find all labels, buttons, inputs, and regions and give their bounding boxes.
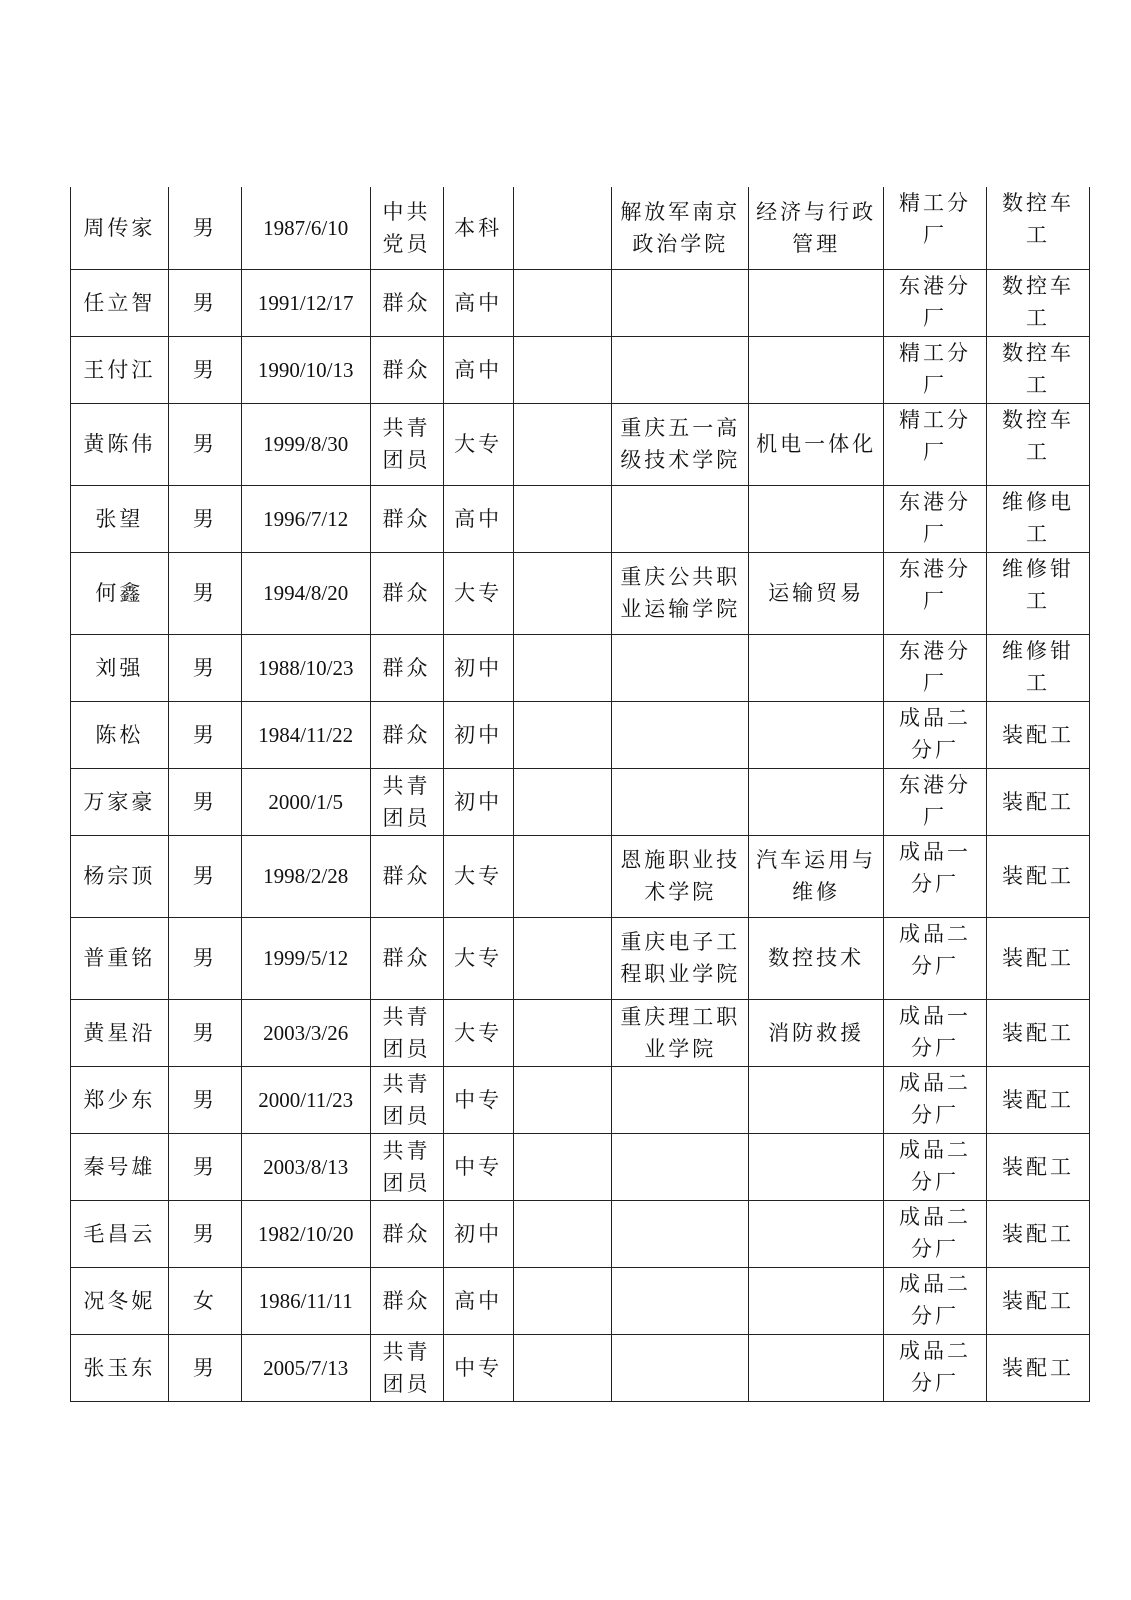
cell-political-status: 群众 <box>370 269 443 336</box>
cell-major <box>749 1334 884 1401</box>
cell-birth-date: 1996/7/12 <box>241 485 370 552</box>
cell-school <box>612 336 749 403</box>
cell-name: 任立智 <box>71 269 169 336</box>
cell-school: 重庆电子工程职业学院 <box>612 917 749 999</box>
cell-major <box>749 1066 884 1133</box>
cell-job: 数控车工 <box>987 403 1090 485</box>
table-row <box>71 1334 1090 1401</box>
cell-major: 运输贸易 <box>749 552 884 634</box>
cell-blank <box>513 187 612 269</box>
cell-gender: 男 <box>168 403 241 485</box>
cell-job: 装配工 <box>987 701 1090 768</box>
cell-school <box>612 634 749 701</box>
cell-school: 重庆公共职业运输学院 <box>612 552 749 634</box>
cell-job: 维修电工 <box>987 485 1090 552</box>
cell-job: 数控车工 <box>987 269 1090 336</box>
cell-gender: 男 <box>168 187 241 269</box>
cell-political-status: 群众 <box>370 835 443 917</box>
cell-branch: 成品二分厂 <box>884 1267 987 1334</box>
cell-branch: 成品二分厂 <box>884 917 987 999</box>
cell-school: 重庆五一高级技术学院 <box>612 403 749 485</box>
cell-education: 大专 <box>443 917 513 999</box>
table-row <box>71 1133 1090 1200</box>
cell-job: 维修钳工 <box>987 634 1090 701</box>
cell-job: 维修钳工 <box>987 552 1090 634</box>
table-row <box>71 768 1090 835</box>
cell-birth-date: 1991/12/17 <box>241 269 370 336</box>
cell-blank <box>513 701 612 768</box>
cell-political-status: 共青团员 <box>370 403 443 485</box>
cell-branch: 东港分厂 <box>884 269 987 336</box>
cell-gender: 男 <box>168 1133 241 1200</box>
employee-roster-table <box>70 187 1090 1402</box>
cell-blank <box>513 634 612 701</box>
cell-blank <box>513 1066 612 1133</box>
table-row <box>71 634 1090 701</box>
cell-school <box>612 1200 749 1267</box>
cell-birth-date: 1990/10/13 <box>241 336 370 403</box>
cell-education: 初中 <box>443 1200 513 1267</box>
cell-birth-date: 2000/1/5 <box>241 768 370 835</box>
table-row <box>71 269 1090 336</box>
cell-education: 本科 <box>443 187 513 269</box>
cell-education: 中专 <box>443 1133 513 1200</box>
cell-branch: 成品二分厂 <box>884 1334 987 1401</box>
cell-political-status: 群众 <box>370 336 443 403</box>
cell-gender: 男 <box>168 634 241 701</box>
table-row <box>71 1200 1090 1267</box>
cell-political-status: 群众 <box>370 917 443 999</box>
cell-gender: 男 <box>168 701 241 768</box>
cell-political-status: 群众 <box>370 485 443 552</box>
cell-political-status: 共青团员 <box>370 1334 443 1401</box>
cell-education: 中专 <box>443 1334 513 1401</box>
cell-major <box>749 701 884 768</box>
cell-branch: 成品二分厂 <box>884 1133 987 1200</box>
cell-education: 大专 <box>443 552 513 634</box>
cell-birth-date: 1999/8/30 <box>241 403 370 485</box>
cell-gender: 男 <box>168 485 241 552</box>
cell-gender: 男 <box>168 269 241 336</box>
cell-school <box>612 1133 749 1200</box>
cell-school <box>612 701 749 768</box>
cell-school: 恩施职业技术学院 <box>612 835 749 917</box>
table-row <box>71 917 1090 999</box>
cell-birth-date: 2003/8/13 <box>241 1133 370 1200</box>
cell-branch: 成品二分厂 <box>884 701 987 768</box>
cell-political-status: 共青团员 <box>370 1066 443 1133</box>
cell-major: 汽车运用与维修 <box>749 835 884 917</box>
cell-branch: 成品二分厂 <box>884 1066 987 1133</box>
cell-education: 大专 <box>443 835 513 917</box>
cell-name: 毛昌云 <box>71 1200 169 1267</box>
table-row <box>71 403 1090 485</box>
cell-blank <box>513 917 612 999</box>
cell-blank <box>513 1200 612 1267</box>
cell-name: 周传家 <box>71 187 169 269</box>
cell-branch: 东港分厂 <box>884 768 987 835</box>
cell-school <box>612 768 749 835</box>
cell-birth-date: 1998/2/28 <box>241 835 370 917</box>
cell-job: 装配工 <box>987 1267 1090 1334</box>
cell-birth-date: 1984/11/22 <box>241 701 370 768</box>
cell-name: 王付江 <box>71 336 169 403</box>
cell-gender: 男 <box>168 917 241 999</box>
cell-major <box>749 634 884 701</box>
cell-job: 装配工 <box>987 1133 1090 1200</box>
cell-major: 数控技术 <box>749 917 884 999</box>
cell-job: 装配工 <box>987 1200 1090 1267</box>
roster-body <box>71 187 1090 1401</box>
table-row <box>71 1066 1090 1133</box>
cell-major: 经济与行政管理 <box>749 187 884 269</box>
cell-birth-date: 1982/10/20 <box>241 1200 370 1267</box>
cell-major <box>749 1133 884 1200</box>
cell-branch: 精工分厂 <box>884 403 987 485</box>
table-row <box>71 1267 1090 1334</box>
cell-blank <box>513 835 612 917</box>
table-row <box>71 835 1090 917</box>
cell-branch: 东港分厂 <box>884 485 987 552</box>
cell-name: 何鑫 <box>71 552 169 634</box>
cell-education: 中专 <box>443 1066 513 1133</box>
cell-birth-date: 1994/8/20 <box>241 552 370 634</box>
cell-name: 陈松 <box>71 701 169 768</box>
cell-school: 重庆理工职业学院 <box>612 999 749 1066</box>
cell-education: 高中 <box>443 269 513 336</box>
cell-branch: 精工分厂 <box>884 336 987 403</box>
cell-blank <box>513 1133 612 1200</box>
cell-name: 杨宗顶 <box>71 835 169 917</box>
cell-job: 装配工 <box>987 835 1090 917</box>
cell-major <box>749 768 884 835</box>
cell-political-status: 共青团员 <box>370 1133 443 1200</box>
table-row <box>71 336 1090 403</box>
cell-blank <box>513 485 612 552</box>
cell-gender: 男 <box>168 999 241 1066</box>
cell-gender: 男 <box>168 1066 241 1133</box>
cell-job: 数控车工 <box>987 187 1090 269</box>
cell-job: 装配工 <box>987 999 1090 1066</box>
cell-political-status: 群众 <box>370 552 443 634</box>
cell-political-status: 群众 <box>370 701 443 768</box>
cell-name: 刘强 <box>71 634 169 701</box>
cell-blank <box>513 552 612 634</box>
cell-school <box>612 1066 749 1133</box>
cell-major <box>749 485 884 552</box>
cell-name: 普重铭 <box>71 917 169 999</box>
cell-political-status: 中共党员 <box>370 187 443 269</box>
cell-name: 万家豪 <box>71 768 169 835</box>
cell-education: 高中 <box>443 485 513 552</box>
cell-political-status: 群众 <box>370 1267 443 1334</box>
cell-blank <box>513 1334 612 1401</box>
cell-major <box>749 1200 884 1267</box>
cell-gender: 男 <box>168 768 241 835</box>
cell-blank <box>513 269 612 336</box>
cell-branch: 东港分厂 <box>884 634 987 701</box>
table-row <box>71 552 1090 634</box>
cell-political-status: 群众 <box>370 1200 443 1267</box>
table-row <box>71 701 1090 768</box>
cell-major <box>749 336 884 403</box>
cell-birth-date: 2000/11/23 <box>241 1066 370 1133</box>
cell-blank <box>513 403 612 485</box>
table-row <box>71 999 1090 1066</box>
cell-job: 数控车工 <box>987 336 1090 403</box>
cell-birth-date: 1988/10/23 <box>241 634 370 701</box>
cell-name: 秦号雄 <box>71 1133 169 1200</box>
cell-major: 机电一体化 <box>749 403 884 485</box>
cell-gender: 男 <box>168 552 241 634</box>
cell-name: 张望 <box>71 485 169 552</box>
cell-school <box>612 1267 749 1334</box>
cell-education: 大专 <box>443 999 513 1066</box>
cell-education: 初中 <box>443 701 513 768</box>
cell-political-status: 群众 <box>370 634 443 701</box>
cell-gender: 女 <box>168 1267 241 1334</box>
cell-birth-date: 1986/11/11 <box>241 1267 370 1334</box>
cell-birth-date: 2003/3/26 <box>241 999 370 1066</box>
cell-gender: 男 <box>168 1334 241 1401</box>
cell-name: 张玉东 <box>71 1334 169 1401</box>
cell-blank <box>513 768 612 835</box>
cell-major <box>749 269 884 336</box>
cell-education: 高中 <box>443 336 513 403</box>
cell-job: 装配工 <box>987 1066 1090 1133</box>
cell-branch: 成品二分厂 <box>884 1200 987 1267</box>
cell-birth-date: 1999/5/12 <box>241 917 370 999</box>
cell-school <box>612 269 749 336</box>
cell-branch: 东港分厂 <box>884 552 987 634</box>
cell-education: 高中 <box>443 1267 513 1334</box>
cell-gender: 男 <box>168 336 241 403</box>
cell-name: 黄星沿 <box>71 999 169 1066</box>
cell-job: 装配工 <box>987 1334 1090 1401</box>
cell-political-status: 共青团员 <box>370 999 443 1066</box>
cell-major: 消防救援 <box>749 999 884 1066</box>
cell-school <box>612 1334 749 1401</box>
cell-school: 解放军南京政治学院 <box>612 187 749 269</box>
cell-blank <box>513 336 612 403</box>
cell-branch: 成品一分厂 <box>884 835 987 917</box>
cell-education: 大专 <box>443 403 513 485</box>
cell-name: 况冬妮 <box>71 1267 169 1334</box>
cell-school <box>612 485 749 552</box>
cell-birth-date: 1987/6/10 <box>241 187 370 269</box>
cell-major <box>749 1267 884 1334</box>
cell-name: 郑少东 <box>71 1066 169 1133</box>
cell-education: 初中 <box>443 768 513 835</box>
cell-job: 装配工 <box>987 917 1090 999</box>
cell-political-status: 共青团员 <box>370 768 443 835</box>
cell-name: 黄陈伟 <box>71 403 169 485</box>
cell-education: 初中 <box>443 634 513 701</box>
cell-branch: 精工分厂 <box>884 187 987 269</box>
cell-birth-date: 2005/7/13 <box>241 1334 370 1401</box>
cell-gender: 男 <box>168 835 241 917</box>
cell-blank <box>513 999 612 1066</box>
table-row <box>71 485 1090 552</box>
cell-branch: 成品一分厂 <box>884 999 987 1066</box>
table-row <box>71 187 1090 269</box>
cell-job: 装配工 <box>987 768 1090 835</box>
cell-gender: 男 <box>168 1200 241 1267</box>
cell-blank <box>513 1267 612 1334</box>
